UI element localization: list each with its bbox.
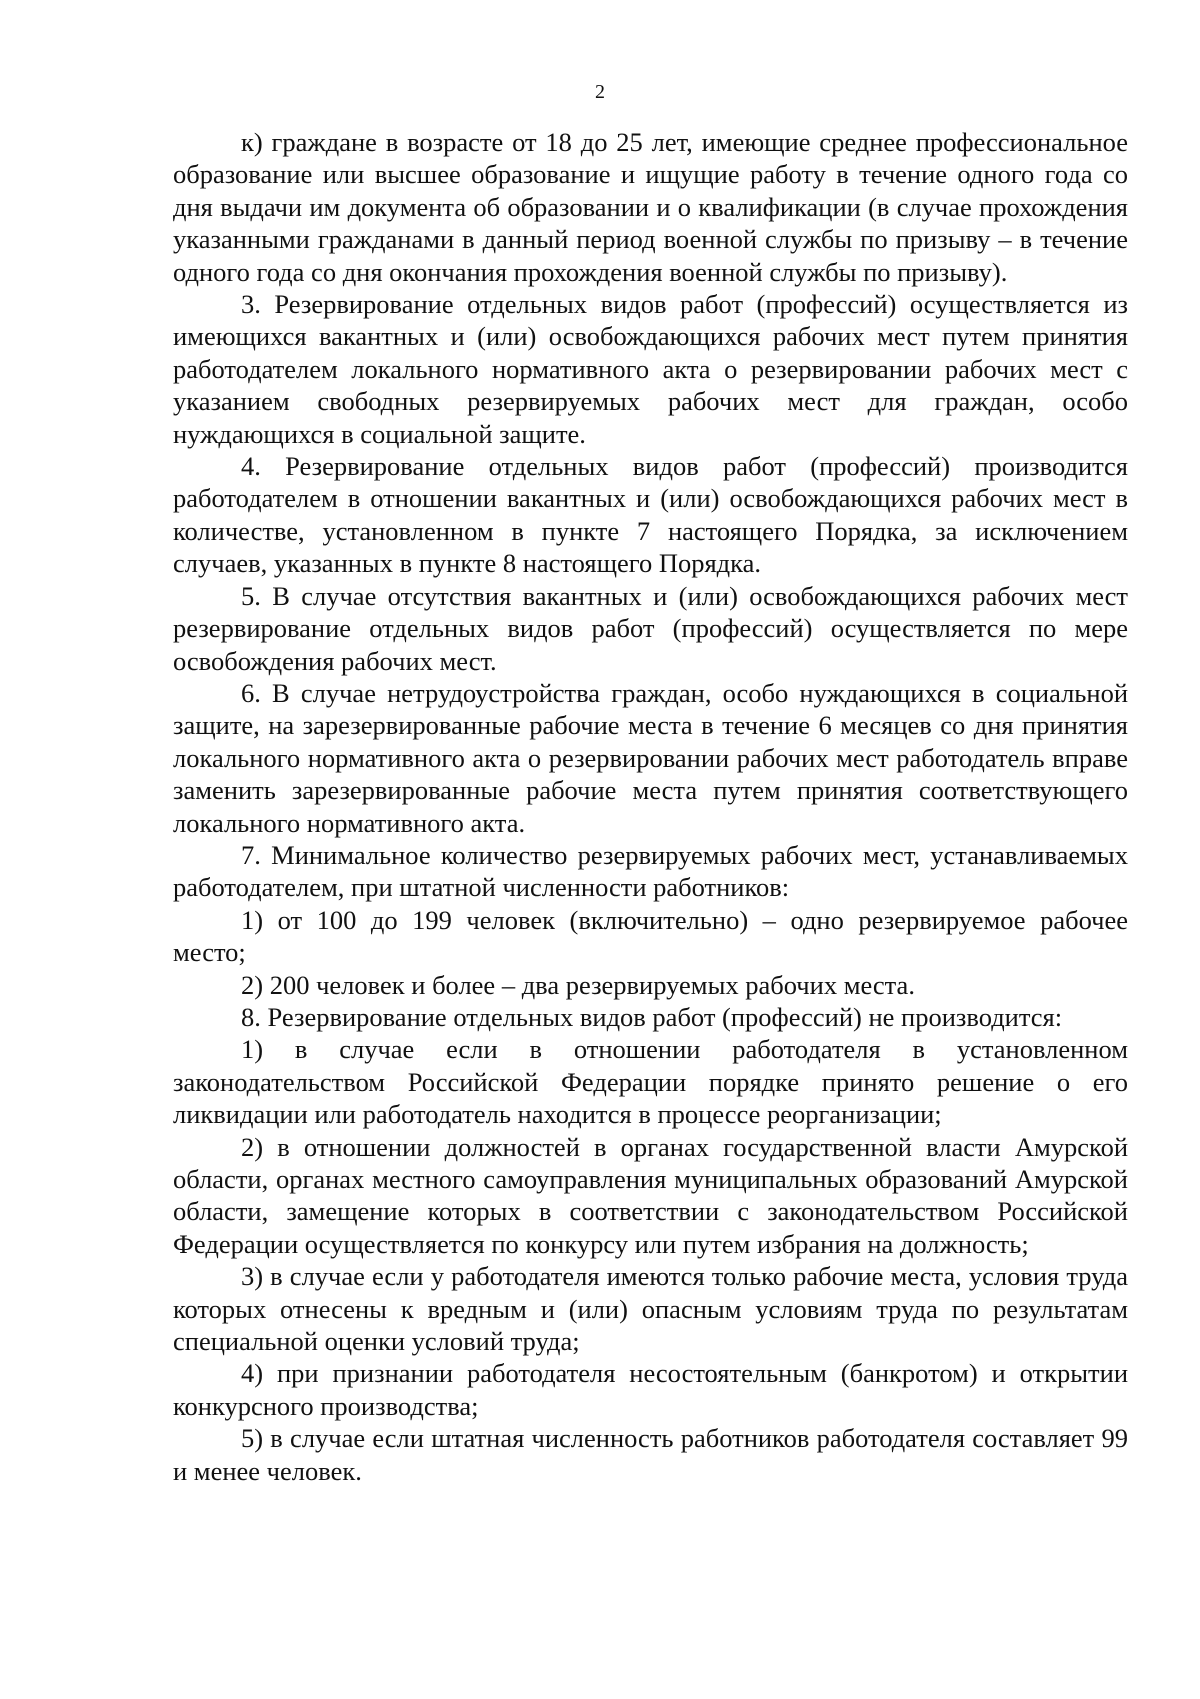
paragraph-5-no-vacancies: 5. В случае отсутствия вакантных и (или) освобождающихся рабочих мест резервирование отдельных видов работ (профессий) осуществляется по мере освобождения рабочих мест. [173,580,1128,676]
paragraph-8-item-3: 3) в случае если у работодателя имеются только рабочие места, условия труда которых отнесены к вредным и (или) опасным условиям труда по результатам специальной оценки условий труда; [173,1261,1128,1357]
paragraph-8-exceptions: 8. Резервирование отдельных видов работ (профессий) не производится: [241,1001,1063,1032]
paragraph-3-reservation-source: 3. Резервирование отдельных видов работ (профессий) осуществляется из имеющихся вакантных и (или) освобождающихся рабочих мест путем принятия работодателем локального нормативного акта о резервировании рабочих мест с указанием свободных резервируемых рабочих мест для граждан, особо нуждающихся в социальной защите. [173,289,1128,449]
paragraph-7-item-2: 2) 200 человек и более – два резервируемых рабочих места. [241,969,915,1000]
paragraph-8-item-2: 2) в отношении должностей в органах государственной власти Амурской области, органах местного самоуправления муниципальных образований Амурской области, замещение которых в соответствии с законодательством Российской Федерации осуществляется по конкурсу или путем избрания на должность; [173,1131,1128,1259]
paragraph-7-minimum-count: 7. Минимальное количество резервируемых рабочих мест, устанавливаемых работодателем, при штатной численности работников: [173,839,1128,903]
paragraph-8-item-5: 5) в случае если штатная численность работников работодателя составляет 99 и менее человек. [173,1423,1128,1486]
paragraph-8-item-4: 4) при признании работодателя несостоятельным (банкротом) и открытии конкурсного производства; [173,1358,1128,1421]
paragraph-4-reservation-quantity: 4. Резервирование отдельных видов работ (профессий) производится работодателем в отношении вакантных и (или) освобождающихся рабочих мест в количестве, установленном в пункте 7 настоящего Порядка, за исключением случаев, указанных в пункте 8 настоящего Порядка. [173,451,1128,579]
page-number: 2 [595,81,605,103]
paragraph-8-item-1: 1) в случае если в отношении работодателя в установленном законодательством Российской Федерации порядке принято решение о его ликвидации или работодатель находится в процессе реорганизации; [173,1034,1128,1130]
paragraph-6-replacement: 6. В случае нетрудоустройства граждан, особо нуждающихся в социальной защите, на зарезервированные рабочие места в течение 6 месяцев со дня принятия локального нормативного акта о резервировании рабочих мест работодатель вправе заменить зарезервированные рабочие места путем принятия соответствующего локального нормативного акта. [173,677,1128,838]
paragraph-7-item-1: 1) от 100 до 199 человек (включительно) – одно резервируемое рабочее место; [173,904,1128,968]
paragraph-k-young-graduates: к) граждане в возрасте от 18 до 25 лет, имеющие среднее профессиональное образование или высшее образование и ищущие работу в течение одного года со дня выдачи им документа об образовании и о квалификации (в случае прохождения указанными гражданами в данный период военной службы по призыву – в течение одного года со дня окончания прохождения военной службы по призыву). [173,127,1128,287]
document-body [173,126,1128,1487]
